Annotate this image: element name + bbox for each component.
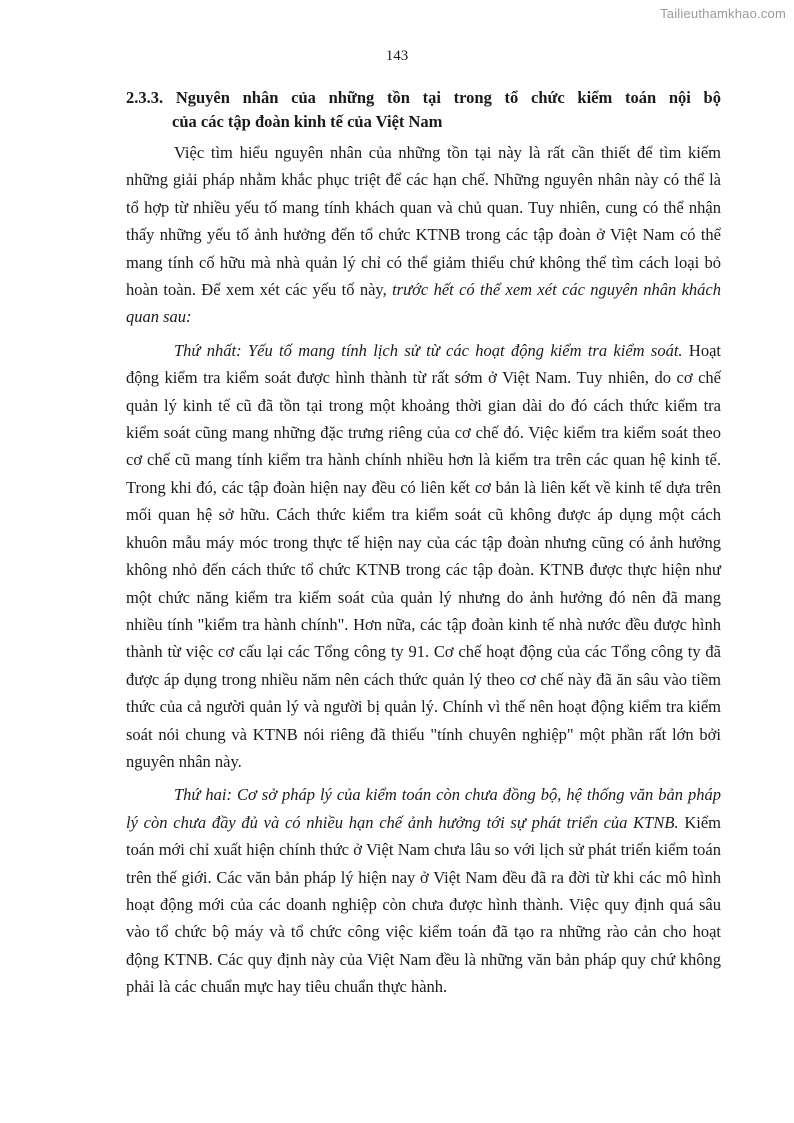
paragraph-first-cause-title: Thứ nhất: Yếu tố mang tính lịch sử từ các hoạt động kiểm tra kiểm soát. [174, 340, 683, 360]
paragraph-second-cause [126, 781, 721, 1000]
paragraph-intro-italic: trước hết có thể xem xét các nguyên nhân khách quan sau: [126, 280, 721, 327]
paragraph-first-cause-text: Hoạt động kiểm tra kiểm soát được hình thành từ rất sớm ở Việt Nam. Tuy nhiên, do cơ chế quản lý kinh tế cũ đã tồn tại trong một khoảng thời gian dài do đó cách thức kiểm tra kiểm soát cũng mang những đặc trưng riêng của cơ chế đó. Việc kiểm tra kiểm soát theo cơ chế cũ mang tính kiểm tra hành chính nhiều hơn là kiểm tra trên các quan hệ kinh tế. Trong khi đó, các tập đoàn hiện nay đều có liên kết cơ bản là liên kết về kinh tế dựa trên mối quan hệ sở hữu. Cách thức kiểm tra kiểm soát cũ không được áp dụng một cách khuôn mẫu máy móc trong thực tế hiện nay của các tập đoàn nhưng cũng có ảnh hưởng không nhỏ đến cách thức tổ chức KTNB trong các tập đoàn. KTNB được thực hiện như một chức năng kiểm tra kiểm soát của quản lý nhưng do ảnh hưởng đó nên đã mang nhiều tính "kiểm tra hành chính". Hơn nữa, các tập đoàn kinh tế nhà nước đều được hình thành từ việc cơ cấu lại các Tổng công ty 91. Cơ chế hoạt động của các Tổng công ty đã được áp dụng trong nhiều năm nên cách thức quản lý theo cơ chế này đã ăn sâu vào tiềm thức của cả người quản lý và người bị quản lý. Chính vì thế nên hoạt động kiểm tra kiểm soát nói chung và KTNB nói riêng đã thiếu "tính chuyên nghiệp" một phần rất lớn bởi nguyên nhân này. [126, 340, 721, 771]
paragraph-intro-text: Việc tìm hiểu nguyên nhân của những tồn tại này là rất cần thiết để tìm kiếm những giải pháp nhằm khắc phục triệt để các hạn chế. Những nguyên nhân này có thể là tổ hợp từ nhiều yếu tố mang tính khách quan và chủ quan. Tuy nhiên, cung có thể nhận thấy những yếu tố ảnh hưởng đến tổ chức KTNB trong các tập đoàn ở Việt Nam có thể mang tính cố hữu mà nhà quản lý chỉ có thể giảm thiểu chứ không thể tìm cách loại bỏ hoàn toàn. Để xem xét các yếu tố này, [126, 143, 721, 300]
paragraph-second-cause-text: Kiểm toán mới chỉ xuất hiện chính thức ở Việt Nam chưa lâu so với lịch sử phát triển kiểm toán trên thế giới. Các văn bản pháp lý hiện nay ở Việt Nam đều đã ra đời từ khi các mô hình hoạt động mới của các doanh nghiệp còn chưa được hình thành. Việc quy định quá sâu vào tổ chức bộ máy và tổ chức công việc kiểm toán đã tạo ra những rào cản cho hoạt động KTNB. Các quy định này của Việt Nam đều là những văn bản pháp quy chứ không phải là các chuẩn mực hay tiêu chuẩn thực hành. [126, 812, 721, 997]
section-heading-line-2: của các tập đoàn kinh tế của Việt Nam [172, 112, 443, 131]
section-heading-line-1: 2.3.3. Nguyên nhân của những tồn tại trong tổ chức kiểm toán nội bộ [126, 88, 721, 107]
paragraph-first-cause [126, 337, 721, 776]
page-number: 143 [385, 48, 409, 64]
watermark-text: Tailieuthamkhao.com [660, 6, 786, 21]
document-body [126, 86, 721, 1007]
section-heading [126, 86, 721, 134]
paragraph-second-cause-title: Thứ hai: Cơ sở pháp lý của kiểm toán còn chưa đồng bộ, hệ thống văn bản pháp lý còn chưa đầy đủ và có nhiều hạn chế ảnh hưởng tới sự phát triển của KTNB. [126, 785, 721, 832]
paragraph-intro [126, 139, 721, 331]
